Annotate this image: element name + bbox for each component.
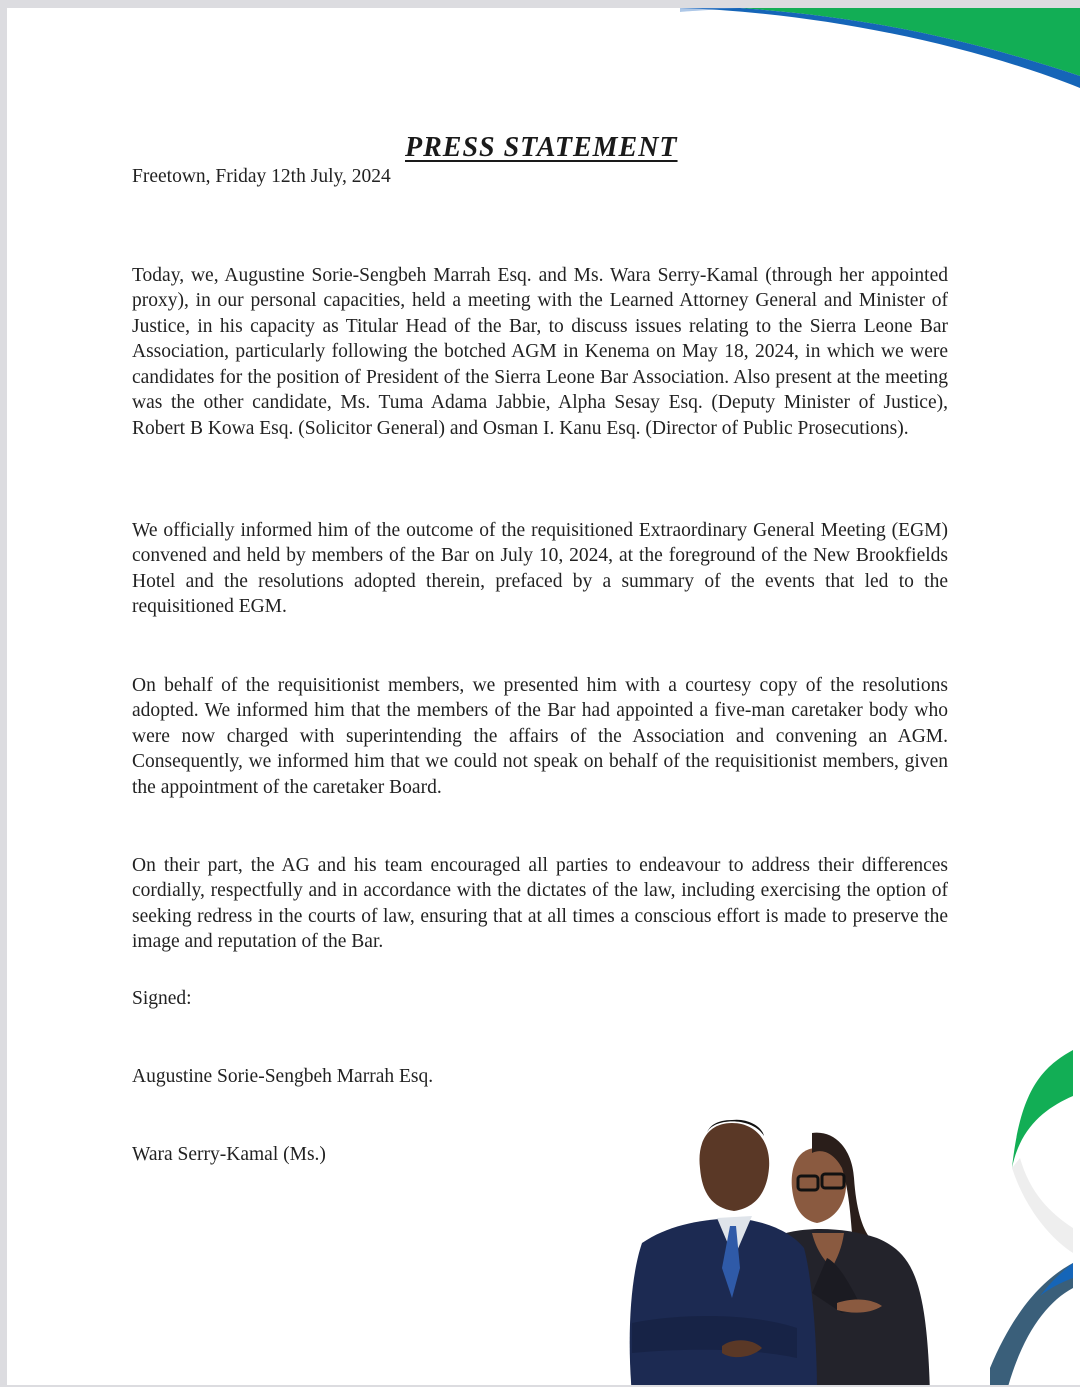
paragraph-meeting-summary: Today, we, Augustine Sorie-Sengbeh Marrah Esq. and Ms. Wara Serry-Kamal (through her appointed proxy), in our personal capacities, held a meeting with the Learned Attorney General and Minister of Justice, in his capacity as Titular Head of the Bar, to discuss issues relating to the Sierra Leone Bar Association, particularly following the botched AGM in Kenema on May 18, 2024, in which we were candidates for the position of President of the Sierra Leone Bar Association. Also present at the meeting was the other candidate, Ms. Tuma Adama Jabbie, Alpha Sesay Esq. (Deputy Minister of Justice), Robert B Kowa Esq. (Solicitor General) and Osman I. Kanu Esq. (Director of Public Prosecutions).	[132, 264, 948, 439]
signatory-2: Wara Serry-Kamal (Ms.)	[132, 1144, 326, 1165]
dateline: Freetown, Friday 12th July, 2024	[132, 166, 391, 187]
signatory-1: Augustine Sorie-Sengbeh Marrah Esq.	[132, 1066, 434, 1087]
signatories-photo	[612, 1108, 932, 1385]
document-title: PRESS STATEMENT	[405, 132, 678, 163]
paragraph-egm-outcome: We officially informed him of the outcome of the requisitioned Extraordinary General Meeting (EGM) convened and held by members of the Bar on July 10, 2024, at the foreground of the New Brookfields Hotel and the resolutions adopted therein, prefaced by a summary of the events that led to the requisitioned EGM.	[132, 519, 948, 617]
top-corner-swoosh-icon	[680, 8, 1080, 108]
right-side-swoosh-icon	[990, 1038, 1080, 1385]
paragraph-caretaker-body: On behalf of the requisitionist members, we presented him with a courtesy copy of the resolutions adopted. We informed him that the members of the Bar had appointed a five-man caretaker body who were now charged with superintending the affairs of the Association and convening an AGM. Consequently, we informed him that we could not speak on behalf of the requisitionist members, given the appointment of the caretaker Board.	[132, 674, 948, 798]
press-statement-page	[7, 8, 1080, 1385]
paragraph-ag-response: On their part, the AG and his team encouraged all parties to endeavour to address their differences cordially, respectfully and in accordance with the dictates of the law, including exercising the option of seeking redress in the courts of law, ensuring that at all times a conscious effort is made to preserve the image and reputation of the Bar.	[132, 854, 948, 952]
signed-label: Signed:	[132, 988, 192, 1009]
